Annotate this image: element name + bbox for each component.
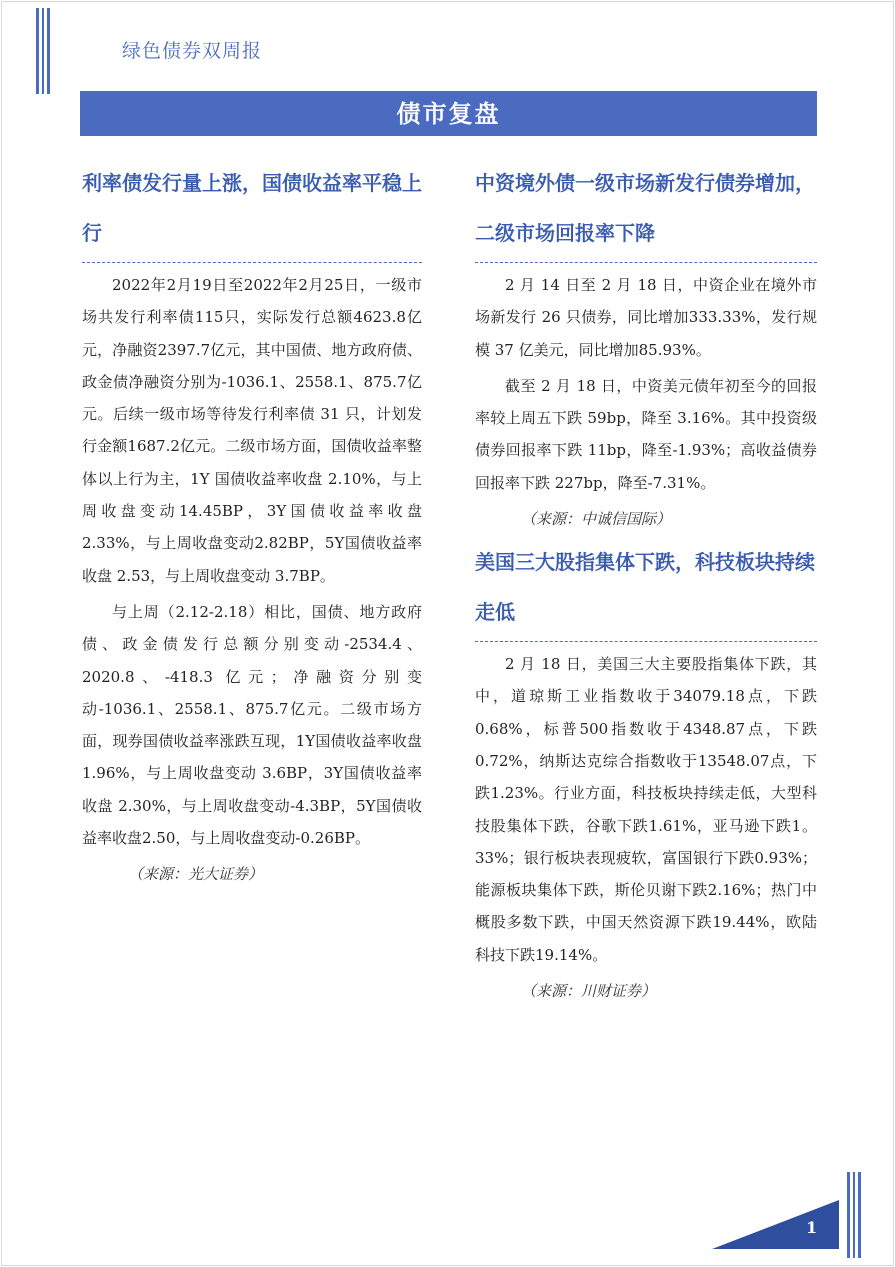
paragraph: 与上周（2.12-2.18）相比，国债、地方政府债、政金债发行总额分别变动-2534.4、2020.8、-418.3 亿元；净融资分别变动-1036.1、2558.1、875.7亿元。二级市场方面，现券国债收益率涨跌互现，1Y国债收益率收盘 1.96%，与上周收盘变动 3.6BP，3Y国债收益率收盘 2.30%，与上周收盘变动-4.3BP，5Y国债收益率收盘2.50，与上周收盘变动-0.26BP。 [82,602,422,848]
header-decoration-bars [36,8,52,94]
paragraph: 截至 2 月 18 日，中资美元债年初至今的回报率较上周五下跌 59bp，降至 3.16%。其中投资级债券回报率下跌 11bp，降至-1.93%；高收益债券回报率下跌 227bp，降至-7.31%。 [475,376,817,492]
footer-wedge [712,1200,839,1249]
page-number: 1 [806,1218,818,1237]
source-note: （来源：川财证券） [521,982,657,1001]
article-title: 利率债发行量上涨，国债收益率平稳上行 [82,171,422,245]
article-title: 中资境外债一级市场新发行债券增加，二级市场回报率下降 [475,171,815,245]
paragraph: 2022年2月19日至2022年2月25日，一级市场共发行利率债115只，实际发行总额4623.8亿元，净融资2397.7亿元，其中国债、地方政府债、政金债净融资分别为-1036.1、2558.1、875.7亿元。后续一级市场等待发行利率债 31 只，计划发行金额1687.2亿元。二级市场方面，国债收益率整体以上行为主，1Y 国债收益率收盘 2.10%，与上周收盘变动14.45BP，3Y国债收益率收盘2.33%，与上周收盘变动2.82BP，5Y国债收益率收盘 2.53，与上周收盘变动 3.7BP。 [82,276,422,585]
right-column [475,158,817,1007]
section-banner: 债市复盘 [80,91,817,136]
publication-title: 绿色债券双周报 [122,40,263,62]
article-title: 美国三大股指集体下跌，科技板块持续走低 [475,550,815,625]
source-note: （来源：中诚信国际） [521,510,672,529]
paragraph: 2 月 14 日至 2 月 18 日，中资企业在境外市场新发行 26 只债券，同比增加333.33%，发行规模 37 亿美元，同比增加85.93%。 [475,276,817,359]
source-note: （来源：光大证券） [128,865,264,884]
paragraph: 2 月 18 日，美国三大主要股指集体下跌，其中，道琼斯工业指数收于34079.18点，下跌0.68%，标普500指数收于4348.87点，下跌 0.72%，纳斯达克综合指数收于13548.07点，下跌1.23%。行业方面，科技板块持续走低，大型科技股集体下跌，谷歌下跌1.61%，亚马逊下跌1。33%；银行板块表现疲软，富国银行下跌0.93%；能源板块集体下跌，斯伦贝谢下跌2.16%；热门中概股多数下跌，中国天然资源下跌19.44%，欧陆科技下跌19.14%。 [475,655,817,964]
left-column [82,158,422,890]
footer-decoration-bars [847,1172,863,1258]
divider [82,262,422,263]
divider [475,262,817,263]
divider [475,641,817,642]
